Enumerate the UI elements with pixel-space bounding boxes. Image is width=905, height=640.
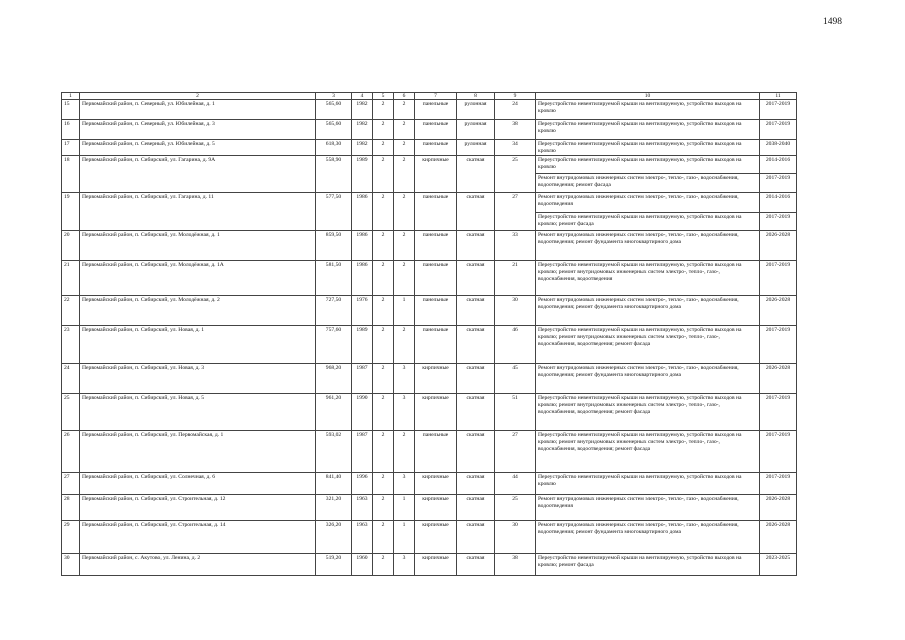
work-period: 2014-2016 [760, 156, 797, 174]
column-5-value: 2 [373, 156, 394, 193]
wall-material: кирпичные [415, 394, 457, 431]
house-address: Первомайский район, п. Сибирский, ул. Строительная, д. 14 [80, 521, 316, 554]
row-number: 18 [62, 156, 80, 193]
work-period: 2014-2016 [760, 193, 797, 213]
roof-type: скатная [457, 495, 495, 521]
column-5-value: 2 [373, 554, 394, 576]
column-9-value: 51 [495, 394, 536, 431]
total-area: 859,50 [316, 231, 352, 261]
total-area: 577,50 [316, 193, 352, 231]
table-row [62, 261, 797, 296]
roof-type: скатная [457, 156, 495, 193]
work-description: Переустройство невентилируемой крыши на вентилируемую, устройство выходов на кровлю [536, 120, 760, 140]
work-period: 2026-2028 [760, 364, 797, 394]
table-row [62, 140, 797, 156]
work-period: 2026-2028 [760, 521, 797, 554]
table-row [62, 431, 797, 473]
column-9-value: 30 [495, 296, 536, 326]
column-6-value: 2 [394, 140, 415, 156]
column-6-value: 2 [394, 120, 415, 140]
work-period: 2017-2019 [760, 326, 797, 364]
table-row [62, 554, 797, 576]
work-description: Переустройство невентилируемой крыши на вентилируемую, устройство выходов на кровлю [536, 156, 760, 174]
total-area: 618,30 [316, 140, 352, 156]
wall-material: панельные [415, 261, 457, 296]
row-number: 17 [62, 140, 80, 156]
work-period: 2038-2040 [760, 140, 797, 156]
column-6-value: 2 [394, 261, 415, 296]
row-number: 22 [62, 296, 80, 326]
column-6-value: 1 [394, 495, 415, 521]
construction-year: 1976 [352, 296, 373, 326]
work-description: Переустройство невентилируемой крыши на вентилируемую, устройство выходов на кровлю; ремонт внутридомовых инженерных систем электро-, тепло-, газо-, водоснабжения, водоотведения; ремонт фасада [536, 394, 760, 431]
column-5-value: 2 [373, 495, 394, 521]
work-period: 2026-2028 [760, 296, 797, 326]
page-number: 1498 [823, 17, 842, 27]
roof-type: рулонная [457, 120, 495, 140]
wall-material: кирпичные [415, 495, 457, 521]
wall-material: панельные [415, 326, 457, 364]
row-number: 30 [62, 554, 80, 576]
house-address: Первомайский район, п. Сибирский, ул. Первомайская, д. 1 [80, 431, 316, 473]
row-number: 26 [62, 431, 80, 473]
column-6-value: 3 [394, 364, 415, 394]
total-area: 565,60 [316, 100, 352, 120]
construction-year: 1986 [352, 193, 373, 231]
column-6-value: 2 [394, 193, 415, 231]
roof-type: скатная [457, 431, 495, 473]
column-6-value: 3 [394, 473, 415, 495]
house-address: Первомайский район, п. Северный, ул. Юбилейная, д. 5 [80, 140, 316, 156]
house-address: Первомайский район, п. Северный, ул. Юбилейная, д. 3 [80, 120, 316, 140]
column-5-value: 2 [373, 296, 394, 326]
work-period: 2017-2019 [760, 120, 797, 140]
wall-material: кирпичные [415, 521, 457, 554]
construction-year: 1989 [352, 156, 373, 193]
roof-type: скатная [457, 296, 495, 326]
house-address: Первомайский район, п. Северный, ул. Юбилейная, д. 1 [80, 100, 316, 120]
construction-year: 1986 [352, 261, 373, 296]
work-period: 2017-2019 [760, 261, 797, 296]
row-number: 20 [62, 231, 80, 261]
column-6-value: 1 [394, 296, 415, 326]
wall-material: кирпичные [415, 554, 457, 576]
column-9-value: 46 [495, 326, 536, 364]
column-5-value: 2 [373, 364, 394, 394]
construction-year: 1982 [352, 100, 373, 120]
table-row [62, 326, 797, 364]
work-description: Ремонт внутридомовых инженерных систем электро-, тепло-, газо-, водоснабжения, водоотведения; ремонт фундамента многоквартирного дома [536, 521, 760, 554]
column-6-value: 2 [394, 326, 415, 364]
column-6-value: 2 [394, 231, 415, 261]
table-row [62, 521, 797, 554]
column-9-value: 44 [495, 473, 536, 495]
row-number: 21 [62, 261, 80, 296]
column-number: 5 [373, 93, 394, 100]
wall-material: панельные [415, 231, 457, 261]
table-row [62, 231, 797, 261]
house-address: Первомайский район, с. Акутово, ул. Ленина, д. 2 [80, 554, 316, 576]
roof-type: скатная [457, 473, 495, 495]
roof-type: рулонная [457, 140, 495, 156]
construction-year: 1986 [352, 231, 373, 261]
roof-type: скатная [457, 193, 495, 231]
column-9-value: 25 [495, 156, 536, 193]
house-address: Первомайский район, п. Сибирский, ул. Строительная, д. 12 [80, 495, 316, 521]
house-address: Первомайский район, п. Сибирский, ул. Молодёжная, д. 1 [80, 231, 316, 261]
column-number-row [62, 93, 797, 100]
row-number: 27 [62, 473, 80, 495]
wall-material: панельные [415, 140, 457, 156]
column-9-value: 24 [495, 100, 536, 120]
column-9-value: 34 [495, 140, 536, 156]
column-number: 11 [760, 93, 797, 100]
column-9-value: 27 [495, 193, 536, 231]
column-6-value: 2 [394, 100, 415, 120]
column-number: 9 [495, 93, 536, 100]
column-9-value: 21 [495, 261, 536, 296]
column-5-value: 2 [373, 100, 394, 120]
construction-year: 1987 [352, 431, 373, 473]
work-description: Переустройство невентилируемой крыши на вентилируемую, устройство выходов на кровлю; ремонт фасада [536, 554, 760, 576]
work-description: Ремонт внутридомовых инженерных систем электро-, тепло-, газо-, водоснабжения, водоотведения; ремонт фундамента многоквартирного дома [536, 231, 760, 261]
row-number: 24 [62, 364, 80, 394]
table-row [62, 495, 797, 521]
roof-type: скатная [457, 231, 495, 261]
row-number: 19 [62, 193, 80, 231]
column-9-value: 38 [495, 120, 536, 140]
column-number: 8 [457, 93, 495, 100]
house-address: Первомайский район, п. Сибирский, ул. Новая, д. 3 [80, 364, 316, 394]
column-number: 2 [80, 93, 316, 100]
work-period: 2026-2028 [760, 495, 797, 521]
column-9-value: 30 [495, 521, 536, 554]
work-period: 2017-2019 [760, 100, 797, 120]
table-row [62, 473, 797, 495]
work-description: Переустройство невентилируемой крыши на вентилируемую, устройство выходов на кровлю [536, 100, 760, 120]
work-period: 2017-2019 [760, 174, 797, 193]
construction-year: 1990 [352, 394, 373, 431]
total-area: 757,60 [316, 326, 352, 364]
column-number: 10 [536, 93, 760, 100]
column-5-value: 2 [373, 140, 394, 156]
work-description: Ремонт внутридомовых инженерных систем электро-, тепло-, газо-, водоснабжения, водоотведения; ремонт фундамента многоквартирного дома [536, 364, 760, 394]
wall-material: панельные [415, 431, 457, 473]
wall-material: панельные [415, 296, 457, 326]
total-area: 581,50 [316, 261, 352, 296]
work-description: Переустройство невентилируемой крыши на вентилируемую, устройство выходов на кровлю; ремонт фасада [536, 213, 760, 231]
column-number: 4 [352, 93, 373, 100]
column-5-value: 2 [373, 521, 394, 554]
column-number: 6 [394, 93, 415, 100]
roof-type: скатная [457, 521, 495, 554]
roof-type: скатная [457, 326, 495, 364]
house-address: Первомайский район, п. Сибирский, ул. Гагарина, д. 9А [80, 156, 316, 193]
table-row [62, 394, 797, 431]
work-period: 2026-2028 [760, 231, 797, 261]
construction-year: 1996 [352, 473, 373, 495]
column-9-value: 25 [495, 495, 536, 521]
column-6-value: 2 [394, 156, 415, 193]
roof-type: рулонная [457, 100, 495, 120]
table-row [62, 120, 797, 140]
work-description: Ремонт внутридомовых инженерных систем электро-, тепло-, газо-, водоснабжения, водоотведения; ремонт фасада [536, 174, 760, 193]
total-area: 841,40 [316, 473, 352, 495]
work-period: 2023-2025 [760, 554, 797, 576]
work-period: 2017-2019 [760, 473, 797, 495]
total-area: 968,20 [316, 364, 352, 394]
column-number: 1 [62, 93, 80, 100]
column-5-value: 2 [373, 394, 394, 431]
work-description: Переустройство невентилируемой крыши на вентилируемую, устройство выходов на кровлю; ремонт внутридомовых инженерных систем электро-, тепло-, газо-, водоснабжения, водоотведения; ремонт фасада [536, 326, 760, 364]
row-number: 25 [62, 394, 80, 431]
work-description: Переустройство невентилируемой крыши на вентилируемую, устройство выходов на кровлю [536, 473, 760, 495]
column-6-value: 3 [394, 394, 415, 431]
house-address: Первомайский район, п. Сибирский, ул. Молодёжная, д. 2 [80, 296, 316, 326]
total-area: 519,20 [316, 554, 352, 576]
total-area: 593,02 [316, 431, 352, 473]
column-5-value: 2 [373, 231, 394, 261]
column-5-value: 2 [373, 120, 394, 140]
work-description: Переустройство невентилируемой крыши на вентилируемую, устройство выходов на кровлю; ремонт внутридомовых инженерных систем электро-, тепло-, газо-, водоснабжения, водоотведения [536, 261, 760, 296]
table-row [62, 100, 797, 120]
row-number: 28 [62, 495, 80, 521]
column-5-value: 2 [373, 193, 394, 231]
total-area: 558,90 [316, 156, 352, 193]
construction-year: 1963 [352, 521, 373, 554]
column-6-value: 3 [394, 554, 415, 576]
wall-material: кирпичные [415, 473, 457, 495]
table-row [62, 296, 797, 326]
row-number: 23 [62, 326, 80, 364]
work-period: 2017-2019 [760, 394, 797, 431]
house-address: Первомайский район, п. Сибирский, ул. Солнечная, д. 6 [80, 473, 316, 495]
column-9-value: 27 [495, 431, 536, 473]
total-area: 321,20 [316, 495, 352, 521]
column-9-value: 45 [495, 364, 536, 394]
work-description: Ремонт внутридомовых инженерных систем электро-, тепло-, газо-, водоснабжения, водоотведения; ремонт фундамента многоквартирного дома [536, 296, 760, 326]
wall-material: кирпичные [415, 156, 457, 193]
total-area: 961,20 [316, 394, 352, 431]
work-description: Ремонт внутридомовых инженерных систем электро-, тепло-, газо-, водоснабжения, водоотведения [536, 495, 760, 521]
column-6-value: 2 [394, 431, 415, 473]
wall-material: кирпичные [415, 364, 457, 394]
table-row [62, 156, 797, 174]
house-address: Первомайский район, п. Сибирский, ул. Новая, д. 5 [80, 394, 316, 431]
table-row [62, 364, 797, 394]
wall-material: панельные [415, 120, 457, 140]
table-row [62, 193, 797, 213]
column-5-value: 2 [373, 326, 394, 364]
column-number: 7 [415, 93, 457, 100]
work-description: Переустройство невентилируемой крыши на вентилируемую, устройство выходов на кровлю; ремонт внутридомовых инженерных систем электро-, тепло-, газо-, водоснабжения, водоотведения; ремонт фасада [536, 431, 760, 473]
roof-type: скатная [457, 261, 495, 296]
row-number: 29 [62, 521, 80, 554]
total-area: 727,50 [316, 296, 352, 326]
column-number: 3 [316, 93, 352, 100]
house-address: Первомайский район, п. Сибирский, ул. Новая, д. 1 [80, 326, 316, 364]
roof-type: скатная [457, 554, 495, 576]
wall-material: панельные [415, 100, 457, 120]
construction-year: 1987 [352, 364, 373, 394]
roof-type: скатная [457, 364, 495, 394]
work-period: 2017-2019 [760, 213, 797, 231]
house-address: Первомайский район, п. Сибирский, ул. Молодёжная, д. 1А [80, 261, 316, 296]
row-number: 15 [62, 100, 80, 120]
construction-year: 1989 [352, 326, 373, 364]
wall-material: панельные [415, 193, 457, 231]
roof-type: скатная [457, 394, 495, 431]
registry-table [61, 92, 797, 576]
work-period: 2017-2019 [760, 431, 797, 473]
row-number: 16 [62, 120, 80, 140]
total-area: 565,60 [316, 120, 352, 140]
work-description: Переустройство невентилируемой крыши на вентилируемую, устройство выходов на кровлю [536, 140, 760, 156]
column-5-value: 2 [373, 473, 394, 495]
house-address: Первомайский район, п. Сибирский, ул. Гагарина, д. 11 [80, 193, 316, 231]
construction-year: 1982 [352, 120, 373, 140]
construction-year: 1963 [352, 495, 373, 521]
work-description: Ремонт внутридомовых инженерных систем электро-, тепло-, газо-, водоснабжения, водоотведения [536, 193, 760, 213]
column-5-value: 2 [373, 261, 394, 296]
column-9-value: 33 [495, 231, 536, 261]
total-area: 326,20 [316, 521, 352, 554]
column-5-value: 2 [373, 431, 394, 473]
column-6-value: 1 [394, 521, 415, 554]
construction-year: 1960 [352, 554, 373, 576]
construction-year: 1982 [352, 140, 373, 156]
column-9-value: 38 [495, 554, 536, 576]
